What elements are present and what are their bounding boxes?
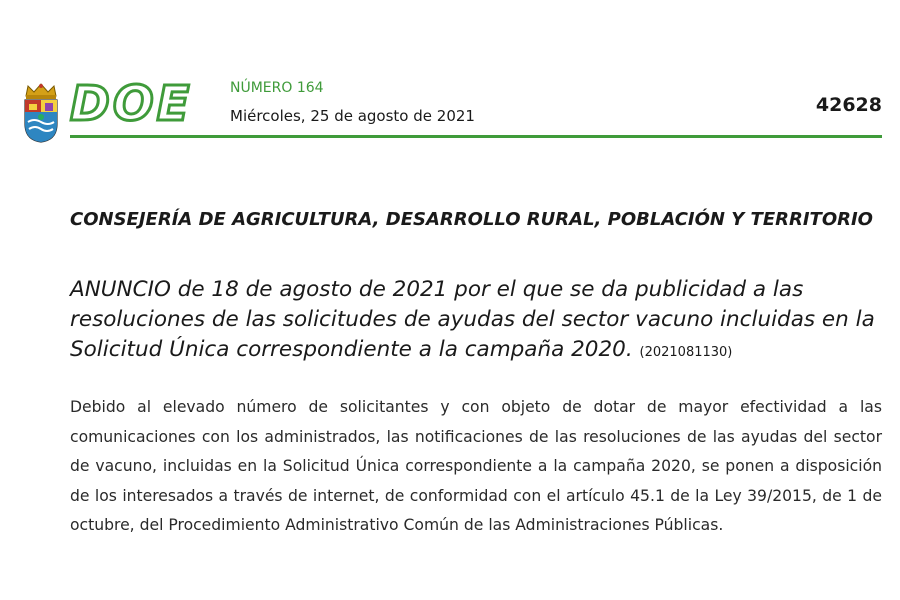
header-divider	[70, 135, 882, 138]
announcement-title-text: ANUNCIO de 18 de agosto de 2021 por el que se da publicidad a las resoluciones de las solicitudes de ayudas del sector vacuno incluidas en la Solicitud Única correspondiente a la campaña 2020.	[70, 277, 875, 362]
body-paragraph: Debido al elevado número de solicitantes y con objeto de dotar de mayor efectividad a las comunicaciones con los administrados, las notificaciones de las resoluciones de las ayudas del sector de vacuno, incluidas en la Solicitud Única correspondiente a la campaña 2020, se ponen a disposición de los interesados a través de internet, de conformidad con el artículo 45.1 de la Ley 39/2015, de 1 de octubre, del Procedimiento Administrativo Común de las Administraciones Públicas.	[70, 398, 882, 534]
issue-number: NÚMERO 164	[230, 80, 324, 96]
doe-logo: DOE	[70, 76, 193, 132]
announcement-reference: (2021081130)	[639, 345, 733, 360]
coat-of-arms-icon	[20, 82, 62, 144]
page-number: 42628	[815, 94, 882, 116]
issue-date: Miércoles, 25 de agosto de 2021	[230, 107, 475, 125]
announcement-title	[70, 275, 882, 368]
ministry-heading: CONSEJERÍA DE AGRICULTURA, DESARROLLO RURAL, POBLACIÓN Y TERRITORIO	[70, 209, 873, 230]
document-header	[20, 76, 882, 140]
